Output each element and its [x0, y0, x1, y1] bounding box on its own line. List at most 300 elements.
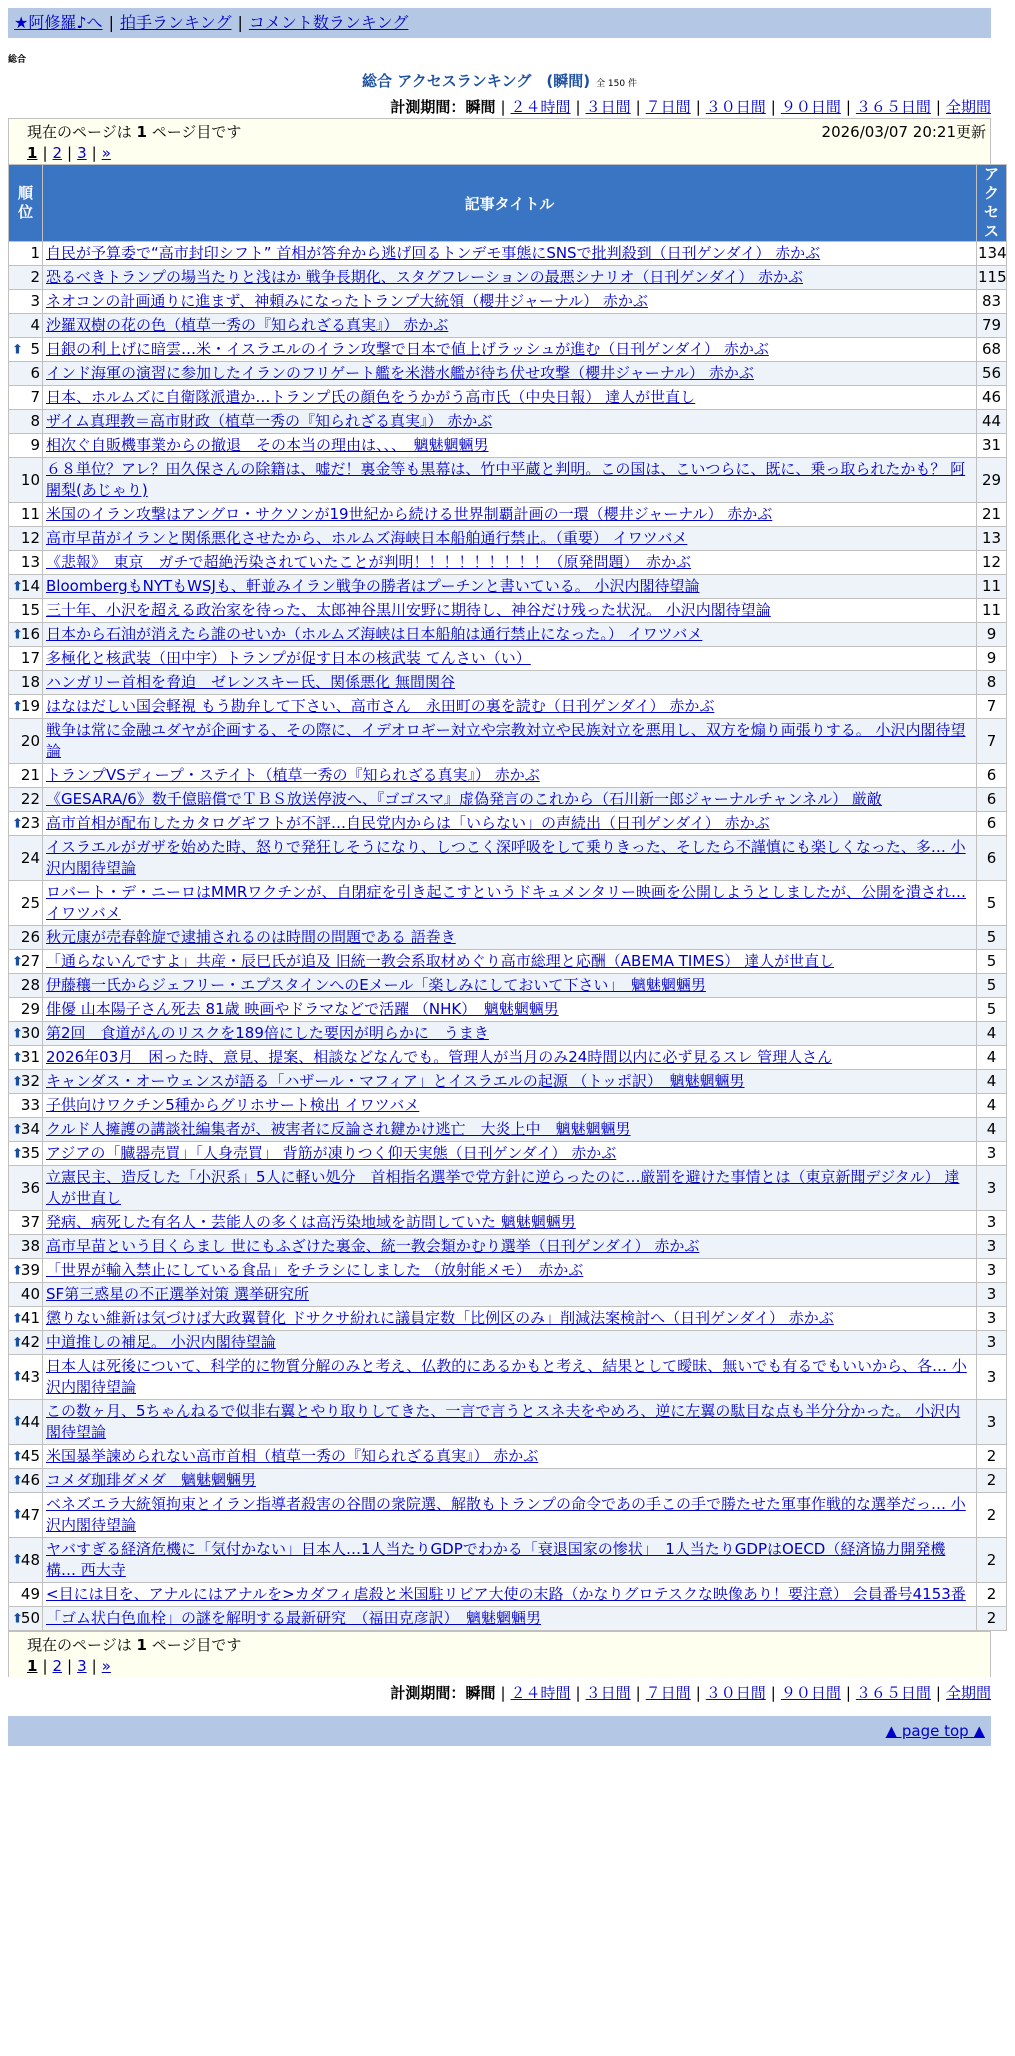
article-title-link[interactable]: クルド人擁護の講談社編集者が、被害者に反論され鍵かけ逃亡 大炎上中 魑魅魍魎男 [46, 1120, 631, 1138]
table-row [9, 881, 1007, 926]
table-row [9, 458, 1007, 503]
article-title-link[interactable]: 俳優 山本陽子さん死去 81歳 映画やドラマなどで活躍 （NHK） 魑魅魍魎男 [46, 1000, 559, 1018]
home-link[interactable]: ★阿修羅♪へ [14, 13, 103, 32]
page-number: 1 [136, 123, 147, 141]
up-arrow-icon: ⬆ [12, 1026, 23, 1041]
article-title-link[interactable]: BloombergもNYTもWSJも、軒並みイラン戦争の勝者はプーチンと書いている。 小沢内閣待望論 [46, 577, 700, 595]
period-link[interactable]: 全期間 [945, 98, 991, 116]
rank-cell [9, 266, 43, 290]
rank-cell [9, 575, 43, 599]
rank-cell [9, 1142, 43, 1166]
article-title-link[interactable]: 立憲民主、造反した「小沢系」5人に軽い処分 首相指名選挙で党方針に逆らったのに…厳罰を避けた事情とは（東京新聞デジタル） 達人が世直し [46, 1168, 960, 1207]
rank-number: 35 [20, 1144, 40, 1162]
table-row [9, 998, 1007, 1022]
table-row [9, 1307, 1007, 1331]
access-count: 3 [977, 1166, 1007, 1211]
up-arrow-icon: ⬆ [12, 1369, 23, 1385]
rank-number: 12 [20, 529, 40, 547]
title-cell [43, 998, 977, 1022]
rank-number: 22 [20, 790, 40, 808]
article-title-link[interactable]: 多極化と核武装（田中宇）トランプが促す日本の核武装 てんさい（い） [46, 649, 531, 667]
up-arrow-icon: ⬆ [12, 342, 23, 357]
rank-cell [9, 623, 43, 647]
rank-cell [9, 1607, 43, 1631]
rank-cell [9, 1283, 43, 1307]
table-row [9, 764, 1007, 788]
article-title-link[interactable]: ベネズエラ大統領拘束とイラン指導者殺害の谷間の衆院選、解散もトランプの命令であの手この手で勝たせた軍事作戦的な選挙だっ… 小沢内閣待望論 [46, 1495, 966, 1534]
current-page-text [27, 1634, 241, 1656]
article-title-link[interactable]: ロバート・デ・ニーロはMMRワクチンが、自閉症を引き起こすというドキュメンタリー映画を公開しようとしましたが、公開を潰され… イワツバメ [46, 883, 966, 922]
title-cell [43, 1118, 977, 1142]
access-count: 4 [977, 1022, 1007, 1046]
article-title-link[interactable]: 秋元康が売春斡旋で逮捕されるのは時間の問題である 語巻き [46, 928, 456, 946]
table-row [9, 1046, 1007, 1070]
article-title-link[interactable]: 米国暴挙諫められない高市首相（植草一秀の『知られざる真実』） 赤かぶ [46, 1447, 539, 1465]
table-row [9, 1235, 1007, 1259]
table-row [9, 623, 1007, 647]
access-count: 8 [977, 671, 1007, 695]
pager-link[interactable]: 3 [77, 144, 87, 162]
period-link[interactable]: ３６５日間 [855, 98, 931, 116]
rank-cell [9, 410, 43, 434]
table-row [9, 812, 1007, 836]
pager-current-page: 1 [27, 1657, 38, 1675]
nav-separator: | [237, 13, 243, 32]
table-row [9, 1283, 1007, 1307]
access-count: 3 [977, 1235, 1007, 1259]
table-row [9, 695, 1007, 719]
rank-number: 17 [20, 649, 40, 667]
rank-cell [9, 836, 43, 881]
period-link[interactable]: ７日間 [645, 1684, 691, 1702]
up-arrow-icon: ⬆ [12, 954, 23, 969]
title-cell [43, 1469, 977, 1493]
article-title-link[interactable]: はなはだしい国会軽視 もう勘弁して下さい、高市さん 永田町の裏を読む（日刊ゲンダイ） 赤かぶ [46, 697, 715, 715]
rank-number: 6 [30, 364, 40, 382]
rank-number: 15 [20, 601, 40, 619]
article-title-link[interactable]: 戦争は常に金融ユダヤが企画する、その際に、イデオロギー対立や宗教対立や民族対立を悪用し、双方を煽り両張りする。 小沢内閣待望論 [46, 721, 966, 760]
access-count: 13 [977, 527, 1007, 551]
access-count: 9 [977, 623, 1007, 647]
access-count: 5 [977, 926, 1007, 950]
up-arrow-icon: ⬆ [12, 1050, 23, 1065]
period-link[interactable]: ３０日間 [705, 98, 766, 116]
rank-cell [9, 1166, 43, 1211]
rank-number: 14 [20, 577, 40, 595]
title-cell [43, 410, 977, 434]
table-row [9, 788, 1007, 812]
rank-cell [9, 1400, 43, 1445]
article-title-link[interactable]: 日本、ホルムズに自衛隊派遣か…トランプ氏の顔色をうかがう高市氏（中央日報） 達人が世直し [46, 388, 696, 406]
period-current: 瞬間 [465, 98, 496, 116]
table-row [9, 950, 1007, 974]
article-title-link[interactable]: 日本から石油が消えたら誰のせいか（ホルムズ海峡は日本船舶は通行禁止になった。） イワツバメ [46, 625, 703, 643]
table-row [9, 1583, 1007, 1607]
rank-number: 49 [20, 1585, 40, 1603]
article-title-link[interactable]: 米国のイラン攻撃はアングロ・サクソンが19世紀から続ける世界制覇計画の一環（櫻井ジャーナル） 赤かぶ [46, 505, 773, 523]
clap-ranking-link[interactable]: 拍手ランキング [119, 13, 232, 32]
ranking-heading [8, 70, 991, 91]
pager-top [8, 118, 991, 164]
article-title-link[interactable]: 高市早苗という目くらまし 世にもふざけた裏金、統一教会類かむり選挙（日刊ゲンダイ） 赤かぶ [46, 1237, 700, 1255]
period-current: 瞬間 [465, 1684, 496, 1702]
access-count: 5 [977, 881, 1007, 926]
pager-links [27, 1656, 986, 1676]
title-cell [43, 1331, 977, 1355]
rank-number: 23 [20, 814, 40, 832]
period-link[interactable]: ２４時間 [510, 98, 571, 116]
rank-cell [9, 812, 43, 836]
access-count: 31 [977, 434, 1007, 458]
article-title-link[interactable]: 《GESARA/6》数千億賠償でＴＢＳ放送停波へ、『ゴゴスマ』虚偽発言のこれから（石川新一郎ジャーナルチャンネル） 厳敵 [46, 790, 882, 808]
rank-cell [9, 647, 43, 671]
title-cell [43, 575, 977, 599]
title-cell [43, 647, 977, 671]
table-row [9, 527, 1007, 551]
access-count: 3 [977, 1307, 1007, 1331]
rank-number: 47 [20, 1505, 40, 1524]
rank-number: 30 [20, 1024, 40, 1042]
title-cell [43, 386, 977, 410]
rank-cell [9, 1046, 43, 1070]
access-count: 3 [977, 1400, 1007, 1445]
article-title-link[interactable]: この数ヶ月、5ちゃんねるで似非右翼とやり取りしてきた、一言で言うとスネ夫をやめろ、逆に左翼の駄目な点も半分分かった。 小沢内閣待望論 [46, 1402, 961, 1441]
table-row [9, 1142, 1007, 1166]
up-arrow-icon: ⬆ [12, 1146, 23, 1161]
rank-number: 33 [20, 1096, 40, 1114]
article-title-link[interactable]: 中道推しの補足。 小沢内閣待望論 [46, 1333, 276, 1351]
access-count: 2 [977, 1583, 1007, 1607]
table-row [9, 338, 1007, 362]
access-count: 134 [977, 242, 1007, 266]
rank-cell [9, 290, 43, 314]
ranking-table [8, 164, 1007, 1631]
table-row [9, 836, 1007, 881]
up-arrow-icon: ⬆ [12, 1335, 23, 1350]
title-cell [43, 788, 977, 812]
rank-number: 10 [20, 470, 40, 489]
table-row [9, 242, 1007, 266]
title-cell [43, 1400, 977, 1445]
comment-ranking-link[interactable]: コメント数ランキング [248, 13, 409, 32]
article-title-link[interactable]: 沙羅双樹の花の色（植草一秀の『知られざる真実』） 赤かぶ [46, 316, 449, 334]
rank-number: 34 [20, 1120, 40, 1138]
rank-number: 37 [20, 1213, 40, 1231]
access-count: 11 [977, 599, 1007, 623]
article-title-link[interactable]: 第2回 食道がんのリスクを189倍にした要因が明らかに うまき [46, 1024, 489, 1042]
rank-cell [9, 1469, 43, 1493]
period-separator: | [500, 98, 506, 116]
period-separator: | [500, 1684, 506, 1702]
access-count: 3 [977, 1283, 1007, 1307]
rank-cell [9, 458, 43, 503]
period-link[interactable]: ３０日間 [705, 1684, 766, 1702]
pager-link[interactable]: » [101, 144, 111, 162]
up-arrow-icon: ⬆ [12, 1449, 23, 1464]
article-title-link[interactable]: キャンダス・オーウェンスが語る「ハザール・マフィア」とイスラエルの起源 （トッポ訳） 魑魅魍魎男 [46, 1072, 745, 1090]
rank-number: 20 [20, 731, 40, 750]
access-count: 12 [977, 551, 1007, 575]
article-title-link[interactable]: 高市早苗がイランと関係悪化させたから、ホルムズ海峡日本船舶通行禁止。（重要） イワツバメ [46, 529, 688, 547]
rank-cell [9, 1355, 43, 1400]
title-cell [43, 1607, 977, 1631]
rank-number: 26 [20, 928, 40, 946]
title-cell [43, 1022, 977, 1046]
access-count: 5 [977, 998, 1007, 1022]
pager-status-row [27, 121, 986, 143]
pager-separator: | [42, 1657, 48, 1675]
rank-number: 25 [20, 893, 40, 912]
up-arrow-icon: ⬆ [12, 699, 23, 714]
rank-number: 43 [20, 1367, 40, 1386]
rank-cell [9, 719, 43, 764]
access-count: 79 [977, 314, 1007, 338]
rank-number: 1 [30, 244, 40, 262]
rank-number: 24 [20, 848, 40, 867]
rank-number: 44 [20, 1412, 40, 1431]
rank-cell [9, 386, 43, 410]
article-title-link[interactable]: 伊藤穰一氏からジェフリー・エプスタインへのEメール「楽しみにしておいて下さい」 魑魅魍魎男 [46, 976, 706, 994]
article-title-link[interactable]: 2026年03月 困った時、意見、提案、相談などなんでも。管理人が当月のみ24時間以内に必ず見るスレ 管理人さん [46, 1048, 833, 1066]
period-link[interactable]: ７日間 [645, 98, 691, 116]
table-row [9, 1607, 1007, 1631]
pager-link[interactable]: 2 [52, 144, 63, 162]
access-count: 2 [977, 1445, 1007, 1469]
access-count: 3 [977, 1211, 1007, 1235]
period-selector-bottom [8, 1682, 991, 1704]
title-cell [43, 551, 977, 575]
current-page-text [27, 121, 241, 143]
up-arrow-icon: ⬆ [12, 1473, 23, 1488]
rank-number: 19 [20, 697, 40, 715]
rank-column-header: 順位 [9, 165, 43, 242]
table-row [9, 1355, 1007, 1400]
page-text-after: ページ目です [146, 123, 242, 141]
period-separator: | [770, 98, 776, 116]
title-cell [43, 1259, 977, 1283]
article-title-link[interactable]: 子供向けワクチン5種からグリホサート検出 イワツバメ [46, 1096, 420, 1114]
table-row [9, 926, 1007, 950]
rank-number: 32 [20, 1072, 40, 1090]
table-row [9, 671, 1007, 695]
article-title-link[interactable]: ネオコンの計画通りに進まず、神頼みになったトランプ大統領（櫻井ジャーナル） 赤かぶ [46, 292, 648, 310]
table-row [9, 1493, 1007, 1538]
access-column-header: アクセス [977, 165, 1007, 242]
article-title-link[interactable]: 三十年、小沢を超える政治家を待った、太郎神谷黒川安野に期待し、神谷だけ残った状況。 小沢内閣待望論 [46, 601, 771, 619]
rank-number: 36 [20, 1178, 40, 1197]
article-title-link[interactable]: 「世界が輸入禁止にしている食品」をチラシにしました （放射能メモ） 赤かぶ [46, 1261, 584, 1279]
title-cell [43, 599, 977, 623]
rank-cell [9, 974, 43, 998]
rank-number: 18 [20, 673, 40, 691]
title-cell [43, 812, 977, 836]
period-link[interactable]: ９０日間 [780, 98, 841, 116]
access-count: 68 [977, 338, 1007, 362]
period-separator: | [635, 98, 641, 116]
title-cell [43, 1493, 977, 1538]
updated-timestamp: 2026/03/07 20:21更新 [821, 123, 986, 141]
rank-cell [9, 338, 43, 362]
rank-number: 41 [20, 1309, 40, 1327]
pager-link[interactable]: 3 [77, 1657, 87, 1675]
article-title-link[interactable]: 高市首相が配布したカタログギフトが不評…自民党内からは「いらない」の声続出（日刊ゲンダイ） 赤かぶ [46, 814, 770, 832]
period-link[interactable]: ３日間 [585, 1684, 631, 1702]
access-count: 4 [977, 1070, 1007, 1094]
rank-cell [9, 1445, 43, 1469]
pager-separator: | [91, 1657, 97, 1675]
article-title-link[interactable]: SF第三惑星の不正選挙対策 選挙研究所 [46, 1285, 309, 1303]
article-title-link[interactable]: イスラエルがガザを始めた時、怒りで発狂しそうになり、しつこく深呼吸をして乗りきった、そしたら不謹慎にも楽しくなった、多… 小沢内閣待望論 [46, 838, 966, 877]
pager-link[interactable]: 2 [52, 1657, 63, 1675]
pager-separator: | [67, 1657, 73, 1675]
title-cell [43, 458, 977, 503]
title-cell [43, 527, 977, 551]
table-row [9, 1331, 1007, 1355]
rank-cell [9, 362, 43, 386]
rank-cell [9, 527, 43, 551]
title-cell [43, 1538, 977, 1583]
access-count: 9 [977, 647, 1007, 671]
table-row [9, 434, 1007, 458]
page-text-before: 現在のページは [27, 123, 137, 141]
table-row [9, 266, 1007, 290]
up-arrow-icon: ⬆ [12, 627, 23, 642]
article-title-link[interactable]: ６８単位？アレ？田久保さんの除籍は、嘘だ！裏金等も黒幕は、竹中平蔵と判明。この国は、こいつらに、既に、乗っ取られたかも？ 阿闍梨(あじゃり) [46, 460, 966, 499]
section-label: 総合 [8, 55, 27, 65]
title-cell [43, 1166, 977, 1211]
access-count: 29 [977, 458, 1007, 503]
title-cell [43, 623, 977, 647]
period-separator: | [695, 1684, 701, 1702]
article-title-link[interactable]: ハンガリー首相を脅迫 ゼレンスキー氏、関係悪化 無間関谷 [46, 673, 455, 691]
title-cell [43, 764, 977, 788]
access-count: 2 [977, 1607, 1007, 1631]
rank-cell [9, 1235, 43, 1259]
rank-cell [9, 788, 43, 812]
article-title-link[interactable]: 「ゴム状白色血栓」の謎を解明する最新研究 （福田克彦訳） 魑魅魍魎男 [46, 1609, 542, 1627]
article-title-link[interactable]: トランプVSディープ・ステイト（植草一秀の『知られざる真実』） 赤かぶ [46, 766, 540, 784]
page-title: 総合 アクセスランキング (瞬間) [362, 72, 591, 90]
table-row [9, 1259, 1007, 1283]
title-cell [43, 242, 977, 266]
rank-cell [9, 1493, 43, 1538]
access-count: 6 [977, 812, 1007, 836]
rank-cell [9, 881, 43, 926]
rank-cell [9, 950, 43, 974]
article-title-link[interactable]: 日銀の利上げに暗雲…米・イスラエルのイラン攻撃で日本で値上げラッシュが進む（日刊ゲンダイ） 赤かぶ [46, 340, 769, 358]
table-row [9, 410, 1007, 434]
title-cell [43, 362, 977, 386]
table-row [9, 1022, 1007, 1046]
access-count: 3 [977, 1259, 1007, 1283]
rank-cell [9, 764, 43, 788]
up-arrow-icon: ⬆ [12, 1311, 23, 1326]
article-title-link[interactable]: 《悲報》 東京 ガチで超絶汚染されていたことが判明！！！！！！！！！（原発問題） 赤かぶ [46, 553, 692, 571]
rank-cell [9, 695, 43, 719]
access-count: 7 [977, 719, 1007, 764]
article-title-link[interactable]: 日本人は死後について、科学的に物質分解のみと考え、仏教的にあるかもと考え、結果として曖昧、無いでも有るでもいいから、各… 小沢内閣待望論 [46, 1357, 967, 1396]
article-title-link[interactable]: ヤバすぎる経済危機に「気付かない」日本人…1人当たりGDPでわかる「衰退国家の惨状」 1人当たりGDPはOECD（経済協力開発機構… 西大寺 [46, 1540, 946, 1579]
article-title-link[interactable]: ザイム真理教＝高市財政（植草一秀の『知られざる真実』） 赤かぶ [46, 412, 493, 430]
article-title-link[interactable]: 相次ぐ自販機事業からの撤退 その本当の理由は、、、 魑魅魍魎男 [46, 436, 489, 454]
ranking-body [9, 242, 1007, 1631]
access-count: 7 [977, 695, 1007, 719]
period-label: 計測期間： [390, 98, 466, 116]
pager-link[interactable]: » [101, 1657, 111, 1675]
rank-number: 27 [20, 952, 40, 970]
rank-number: 40 [20, 1285, 40, 1303]
title-cell [43, 671, 977, 695]
up-arrow-icon: ⬆ [12, 816, 23, 831]
rank-cell [9, 599, 43, 623]
period-separator: | [845, 1684, 851, 1702]
article-title-link[interactable]: 恐るべきトランプの場当たりと浅はか 戦争長期化、スタグフレーションの最悪シナリオ（日刊ゲンダイ） 赤かぶ [46, 268, 803, 286]
title-cell [43, 950, 977, 974]
rank-cell [9, 1118, 43, 1142]
article-title-link[interactable]: 発病、病死した有名人・芸能人の多くは高汚染地域を訪問していた 魑魅魍魎男 [46, 1213, 576, 1231]
rank-number: 2 [30, 268, 40, 286]
rank-number: 21 [20, 766, 40, 784]
rank-number: 46 [20, 1471, 40, 1489]
period-link[interactable]: ３６５日間 [855, 1684, 931, 1702]
article-title-link[interactable]: 自民が予算委で“高市封印シフト” 首相が答弁から逃げ回るトンデモ事態にSNSで批判殺到（日刊ゲンダイ） 赤かぶ [46, 244, 821, 262]
table-row [9, 1166, 1007, 1211]
table-row [9, 719, 1007, 764]
access-count: 3 [977, 1355, 1007, 1400]
rank-number: 38 [20, 1237, 40, 1255]
title-cell [43, 1583, 977, 1607]
rank-cell [9, 434, 43, 458]
article-title-link[interactable]: 懲りない維新は気づけば大政翼賛化 ドサクサ紛れに議員定数「比例区のみ」削減法案検討へ（日刊ゲンダイ） 赤かぶ [46, 1309, 834, 1327]
period-link[interactable]: 全期間 [945, 1684, 991, 1702]
article-title-link[interactable]: <目には目を、アナルにはアナルを>カダフィ虐殺と米国駐リビア大使の末路（かなりグロテスクな映像あり！要注意） 会員番号4153番 [46, 1585, 966, 1603]
rank-number: 42 [20, 1333, 40, 1351]
page-top-link[interactable]: ▲ page top ▲ [885, 1722, 985, 1740]
title-cell [43, 1211, 977, 1235]
title-cell [43, 1046, 977, 1070]
access-count: 56 [977, 362, 1007, 386]
access-count: 6 [977, 836, 1007, 881]
rank-number: 8 [30, 412, 40, 430]
top-nav-bar [8, 8, 991, 38]
table-row [9, 503, 1007, 527]
access-count: 3 [977, 1331, 1007, 1355]
period-label: 計測期間： [390, 1684, 466, 1702]
article-title-link[interactable]: 「通らないんですよ」共産・辰巳氏が追及 旧統一教会系取材めぐり高市総理と応酬（ABEMA TIMES） 達人が世直し [46, 952, 835, 970]
rank-cell [9, 926, 43, 950]
page-text-before: 現在のページは [27, 1636, 137, 1654]
pager-separator: | [67, 144, 73, 162]
title-cell [43, 314, 977, 338]
period-separator: | [770, 1684, 776, 1702]
article-title-link[interactable]: コメダ珈琲ダメダ 魑魅魍魎男 [46, 1471, 257, 1489]
article-title-link[interactable]: アジアの「臓器売買」「人身売買」 背筋が凍りつく仰天実態（日刊ゲンダイ） 赤かぶ [46, 1144, 617, 1162]
period-separator: | [695, 98, 701, 116]
period-link[interactable]: ２４時間 [510, 1684, 571, 1702]
access-count: 6 [977, 764, 1007, 788]
article-title-link[interactable]: インド海軍の演習に参加したイランのフリゲート艦を米潜水艦が待ち伏せ攻撃（櫻井ジャーナル） 赤かぶ [46, 364, 754, 382]
rank-cell [9, 1211, 43, 1235]
period-link[interactable]: ９０日間 [780, 1684, 841, 1702]
title-cell [43, 926, 977, 950]
page-text-after: ページ目です [146, 1636, 242, 1654]
rank-number: 50 [20, 1609, 40, 1627]
rank-number: 28 [20, 976, 40, 994]
title-cell [43, 1142, 977, 1166]
access-count: 4 [977, 1118, 1007, 1142]
period-link[interactable]: ３日間 [585, 98, 631, 116]
up-arrow-icon: ⬆ [12, 1263, 23, 1278]
